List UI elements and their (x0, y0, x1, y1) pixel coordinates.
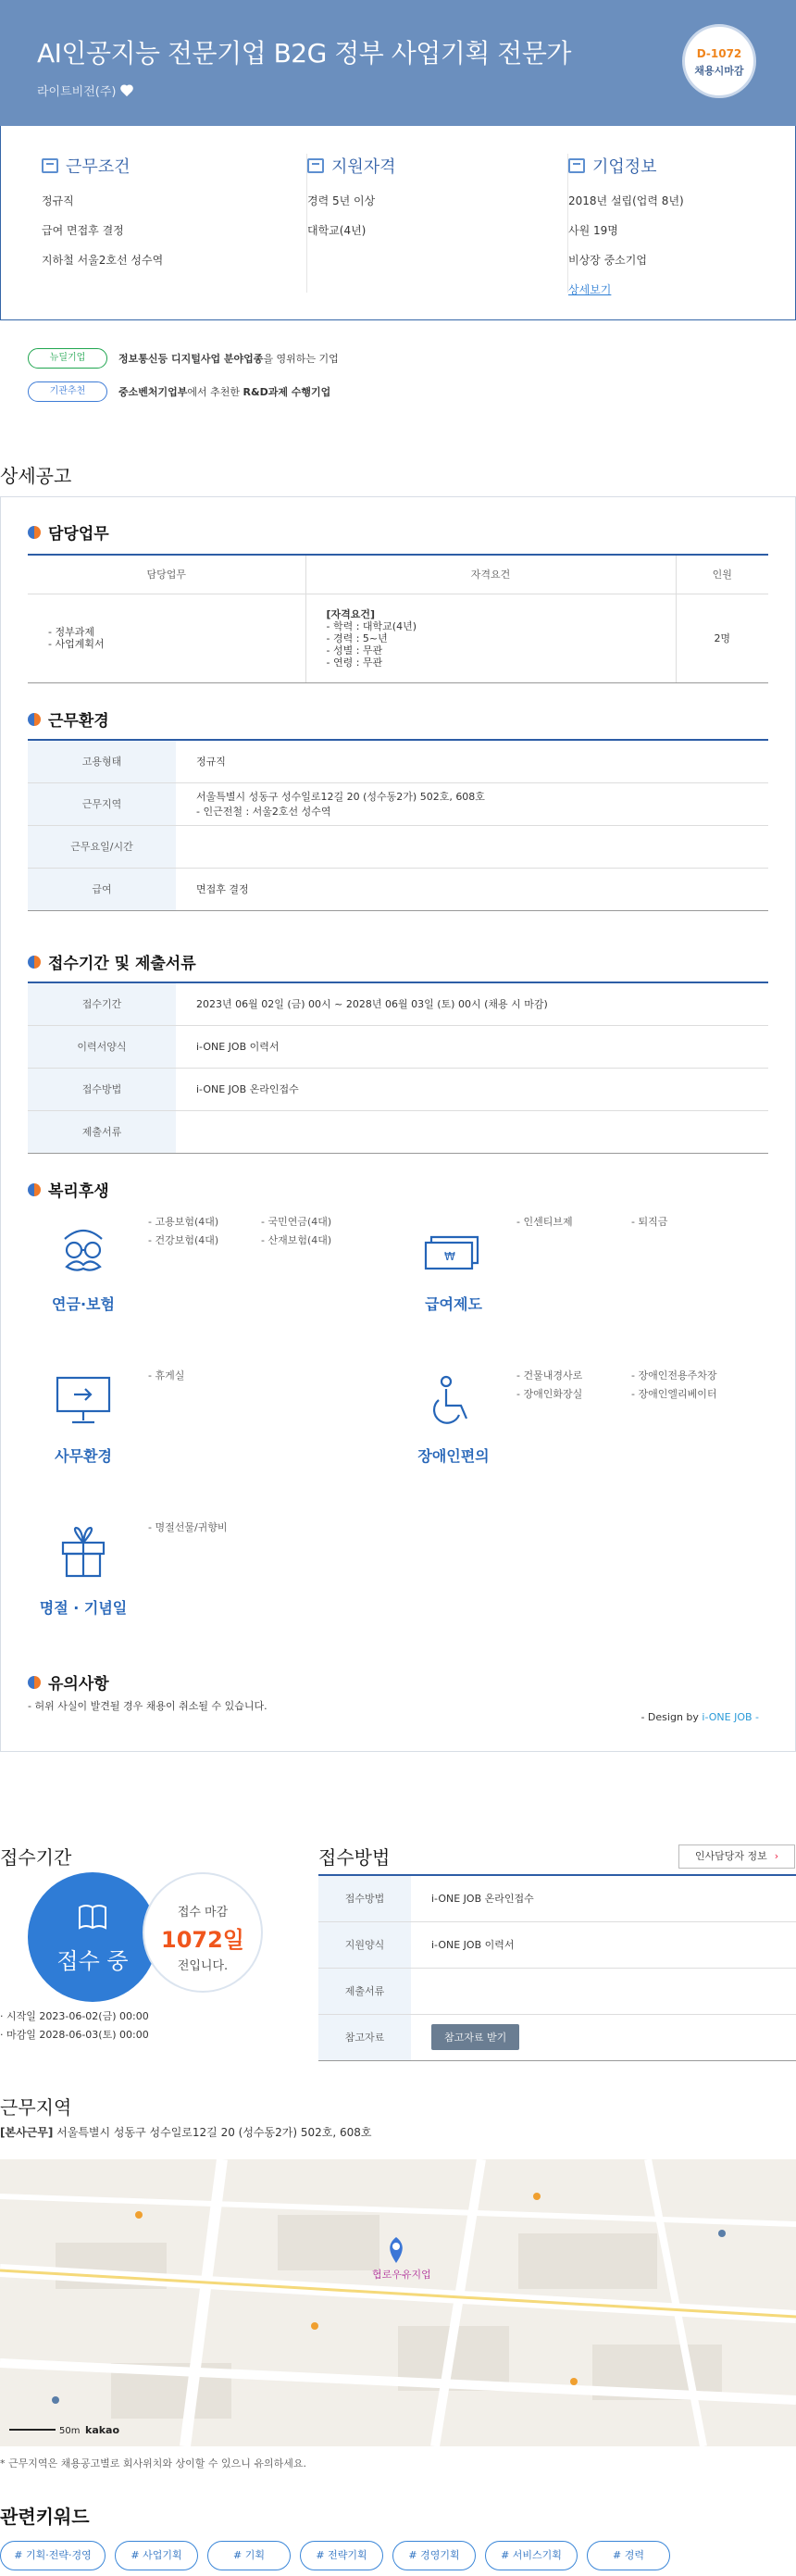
office-icon (568, 158, 585, 173)
status-circle: 접수 중 (28, 1872, 157, 2002)
company-detail-link[interactable]: 상세보기 (568, 283, 612, 296)
deadline-circle: 접수 마감 1072일 전입니다. (143, 1872, 263, 1993)
badge-newdeal: 뉴딜기업 정보통신등 디지털사업 분야업종을 영위하는 기업 (28, 348, 339, 369)
benefit-holiday-name: 명절 · 기념일 (39, 1599, 128, 1617)
method-table: 접수방법 i-ONE JOB 온라인접수 지원양식 i-ONE JOB 이력서 제출서류 참고자료 참고자료 받기 (318, 1874, 796, 2061)
id-card-icon (307, 158, 324, 173)
keywords-title: 관련키워드 (0, 2506, 90, 2528)
monitor-icon (54, 1374, 113, 1426)
job-header (0, 0, 796, 126)
benefit-salary-name: 급여제도 (425, 1295, 482, 1313)
svg-text:₩: ₩ (444, 1250, 455, 1263)
conditions-column: 근무조건 정규직 급여 면접후 결정 지하철 서울2호선 성수역 (42, 157, 164, 267)
location-title: 근무지역 (0, 2096, 72, 2119)
keyword-tag[interactable]: # 경력 (587, 2541, 670, 2570)
caution-title: 유의사항 (28, 1670, 109, 1694)
book-icon (78, 1904, 107, 1932)
environment-title: 근무환경 (28, 707, 109, 731)
benefits-title: 복리후생 (28, 1178, 109, 1201)
glasses-mustache-icon (57, 1219, 109, 1276)
gift-icon (57, 1524, 109, 1580)
map-marker-label: 협로우유지업 (372, 2269, 431, 2281)
qualifications-column: 지원자격 경력 5년 이상 대학교(4년) (306, 154, 556, 293)
keyword-tag[interactable]: # 사업기획 (115, 2541, 198, 2570)
company-badges (28, 348, 339, 415)
company-info-column: 기업정보 2018년 설립(업력 8년) 사원 19명 비상장 중소기업 상세보기 (567, 154, 796, 293)
detail-section-title: 상세공고 (0, 465, 72, 487)
summary-box (0, 126, 796, 320)
company-name[interactable]: 라이트비전(주) (37, 81, 133, 99)
benefit-office-name: 사무환경 (55, 1447, 112, 1465)
keyword-tag[interactable]: # 전략기획 (300, 2541, 383, 2570)
caution-text: - 허위 사실이 발견될 경우 채용이 취소될 수 있습니다. (28, 1700, 267, 1712)
svg-text:kakao: kakao (85, 2424, 120, 2436)
heart-icon[interactable] (120, 85, 133, 96)
environment-table: 고용형태 정규직 근무지역 서울특별시 성동구 성수일로12길 20 (성수동2가) 502호, 608호 - 인근전철 : 서울2호선 성수역 근무요일/시간 급여 면접후 결정 (28, 739, 768, 911)
method-title: 접수방법 (318, 1846, 391, 1869)
duties-table: 담당업무 자격요건 인원 - 정부과제 - 사업계획서 [자격요건] - 학력 : 대학교(4년) - 경력 : 5~년 - 성별 : 무관 - 연령 : 무관 2명 (28, 554, 768, 683)
design-credit: - Design by i-ONE JOB - (641, 1711, 759, 1723)
period-title: 접수기간 (0, 1846, 72, 1869)
building-icon (42, 158, 58, 173)
keyword-tag[interactable]: # 기획·전략·경영 (0, 2541, 106, 2570)
duties-title: 담당업무 (28, 520, 109, 544)
svg-text:50m: 50m (59, 2426, 81, 2436)
benefit-accessibility-name: 장애인편의 (417, 1447, 490, 1465)
map-note: * 근무지역은 채용공고별로 회사위치와 상이할 수 있으니 유의하세요. (0, 2457, 306, 2470)
location-address: [본사근무] 서울특별시 성동구 성수일로12길 20 (성수동2가) 502호, 608호 (0, 2126, 372, 2139)
apply-table: 접수기간 2023년 06월 02일 (금) 00시 ~ 2028년 06월 03일 (토) 00시 (채용 시 마감) 이력서양식 i-ONE JOB 이력서 접수방법 i-ONE JOB 온라인접수 제출서류 (28, 982, 768, 1154)
keyword-tag[interactable]: # 서비스기획 (485, 2541, 578, 2570)
map-canvas[interactable] (0, 2159, 796, 2446)
download-button[interactable]: 참고자료 받기 (431, 2024, 519, 2050)
benefit-pension-name: 연금·보험 (52, 1295, 115, 1313)
job-title: AI인공지능 전문기업 B2G 정부 사업기획 전문가 (37, 38, 571, 69)
period-dates: · 시작일 2023-06-02(금) 00:00 · 마감일 2028-06-03(토) 00:00 (0, 2010, 149, 2041)
dday-badge: D-1072 채용시마감 (682, 24, 756, 98)
map[interactable] (0, 2159, 796, 2446)
money-icon (422, 1232, 481, 1272)
keyword-tag[interactable]: # 기획 (207, 2541, 291, 2570)
badge-recommended: 기관추천 중소벤처기업부에서 추천한 R&D과제 수행기업 (28, 381, 339, 402)
wheelchair-icon (426, 1374, 478, 1430)
keyword-tag[interactable]: # 경영기획 (392, 2541, 476, 2570)
apply-title: 접수기간 및 제출서류 (28, 950, 196, 973)
hr-contact-button[interactable]: 인사담당자 정보 › (678, 1844, 795, 1869)
